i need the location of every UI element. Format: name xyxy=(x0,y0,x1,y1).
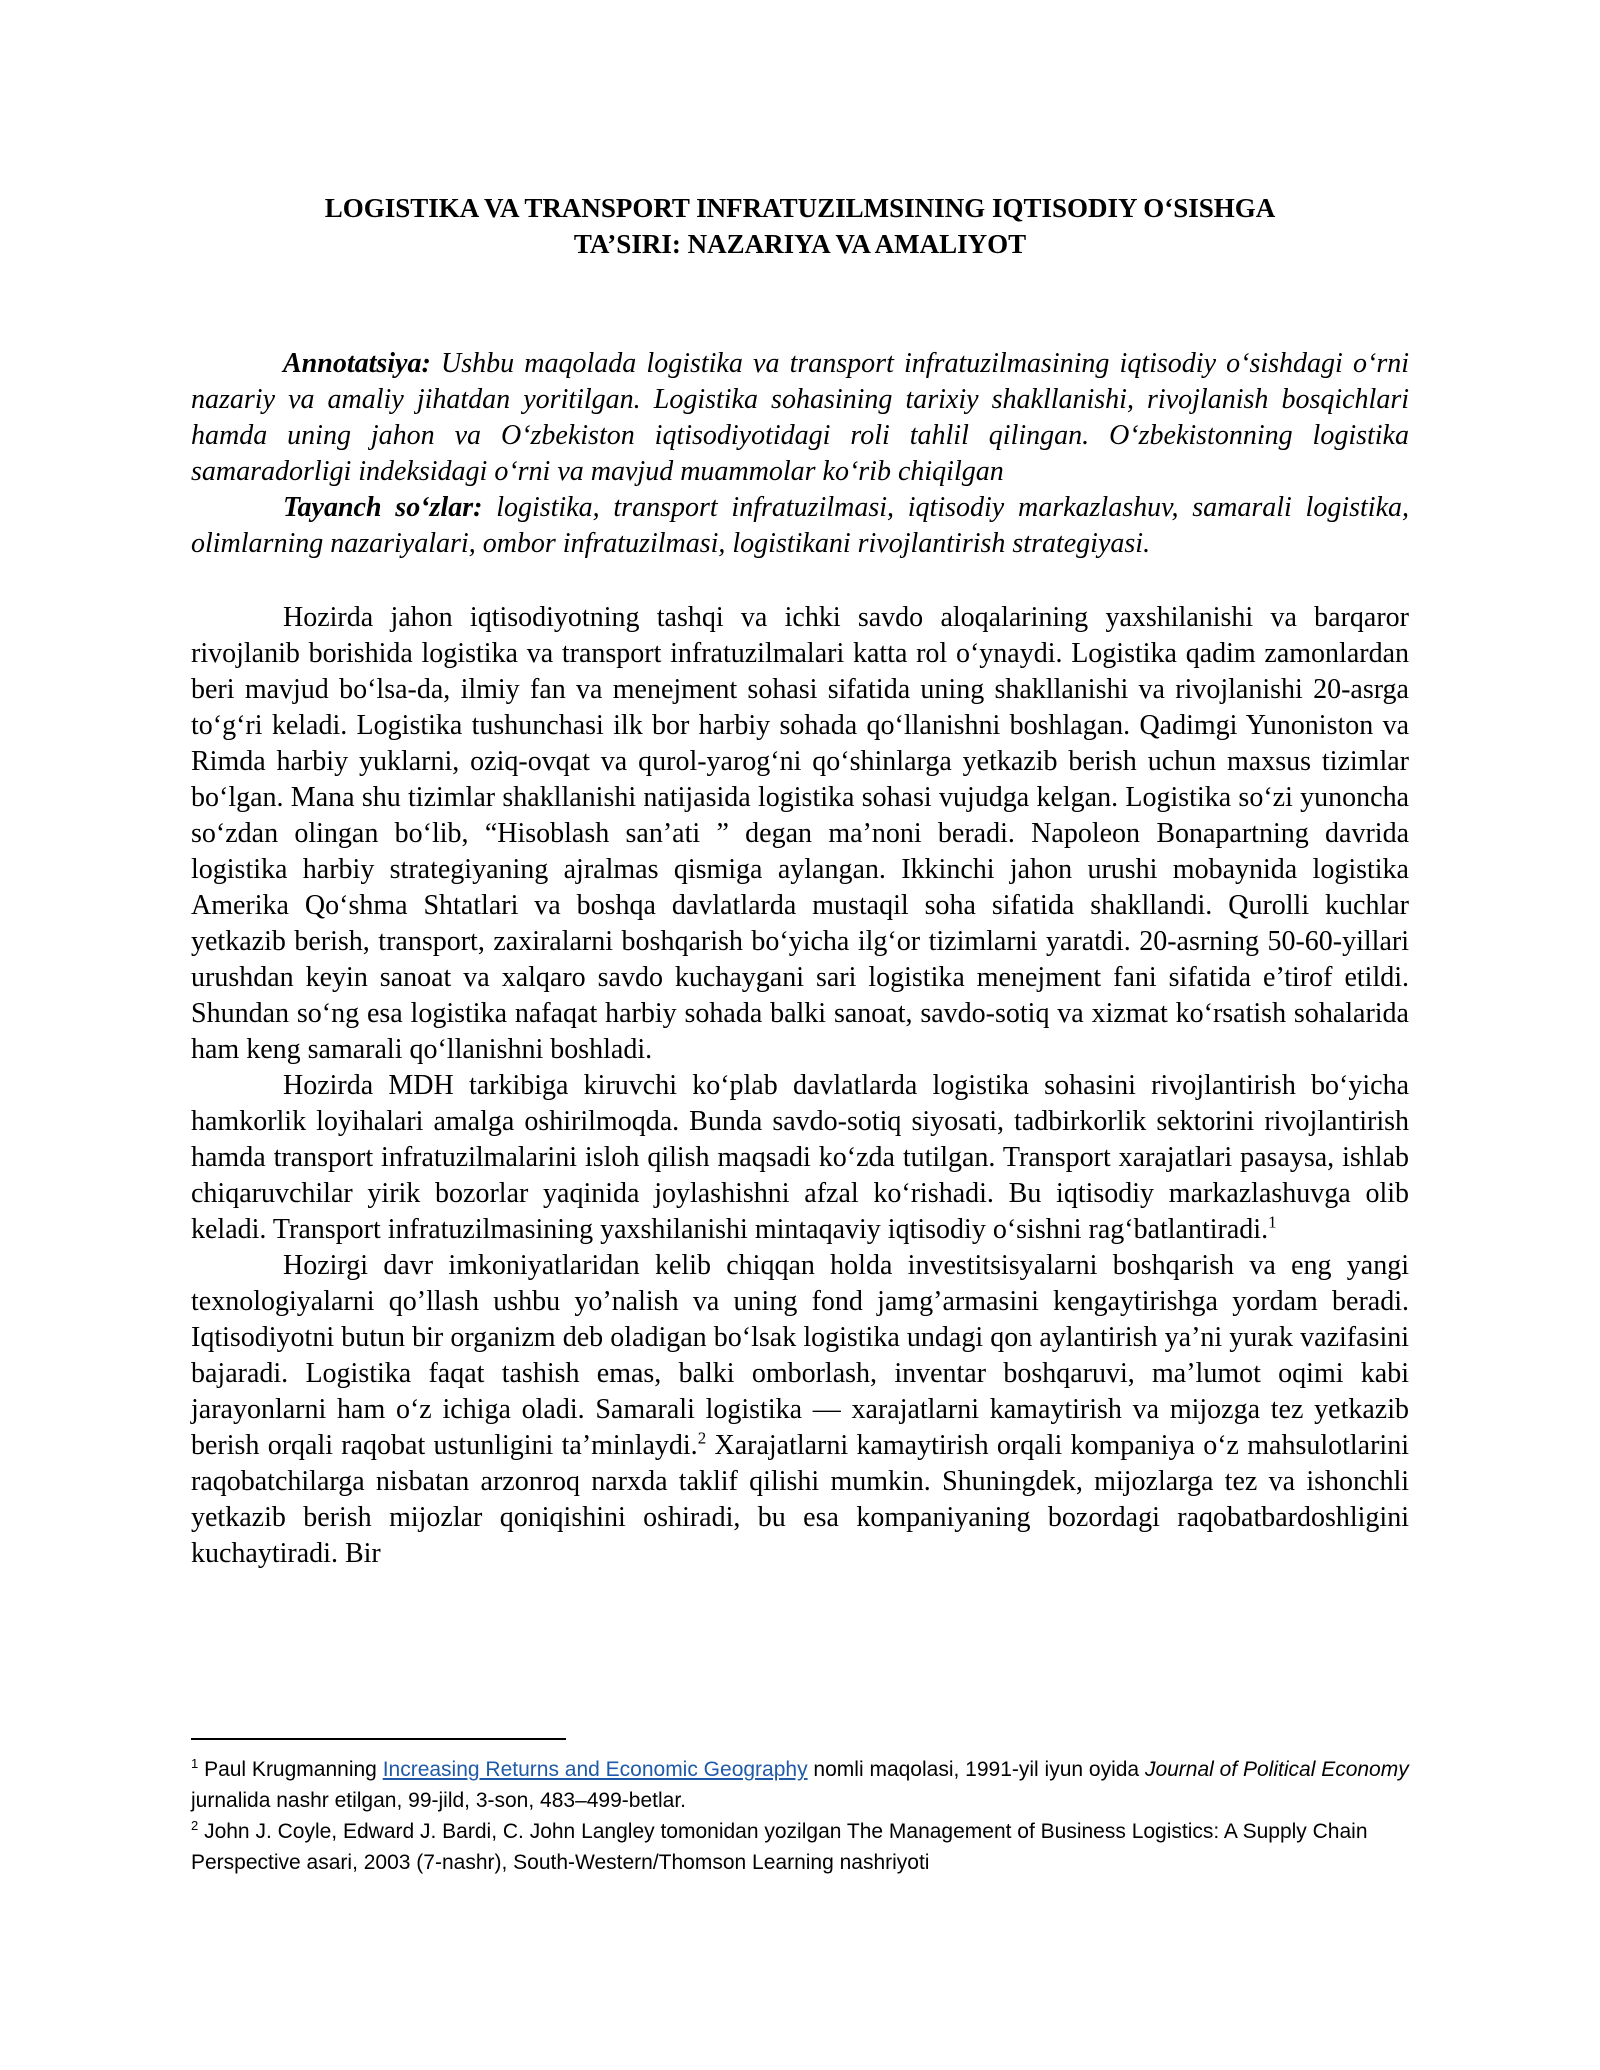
article-body xyxy=(191,190,1409,1572)
footnote-1-journal: Journal of Political Economy xyxy=(1144,1758,1409,1781)
footnote-2-text: John J. Coyle, Edward J. Bardi, C. John Langley tomonidan yozilgan The Management of Business Logistics: A Supply Chain Perspective asari, 2003 (7-nashr), South-Western/Thomson Learning nashriyoti xyxy=(191,1820,1368,1874)
paragraph-3-text-a: Hozirgi davr imkoniyatlaridan kelib chiqqan holda investitsisyalarni boshqarish va eng yangi texnologiyalarni qo’llash ushbu yo’nalish va uning fond jamg’armasini kengaytirishga yordam beradi. Iqtisodiyotni butun bir organizm deb oladigan bo‘lsak logistika undagi qon aylantirish ya’ni yurak vazifasini bajaradi. Logistika faqat tashish emas, balki omborlash, inventar boshqaruvi, ma’lumot oqimi kabi jarayonlarni ham o‘z ichiga oladi. Samarali logistika — xarajatlarni kamaytirish va mijozga tez yetkazib berish orqali raqobat ustunligini ta’minlaydi. xyxy=(191,1250,1409,1461)
footnote-ref-2[interactable]: 2 xyxy=(697,1428,707,1448)
keywords-label: Tayanch so‘zlar: xyxy=(283,492,483,523)
footnote-2-number: 2 xyxy=(191,1818,199,1833)
footnote-1-pre: Paul Krugmanning xyxy=(198,1758,383,1781)
annotation-paragraph xyxy=(191,346,1409,490)
footnote-1-link[interactable]: Increasing Returns and Economic Geography xyxy=(382,1758,808,1781)
paragraph-2-text: Hozirda MDH tarkibiga kiruvchi ko‘plab davlatlarda logistika sohasini rivojlantirish bo‘yicha hamkorlik loyihalari amalga oshirilmoqda. Bunda savdo-sotiq siyosati, tadbirkorlik sektorini rivojlantirish hamda transport infratuzilmalarini isloh qilish maqsadi ko‘zda tutilgan. Transport xarajatlari pasaysa, ishlab chiqaruvchilar yirik bozorlar yaqinida joylashishni afzal ko‘rishadi. Bu iqtisodiy markazlashuvga olib keladi. Transport infratuzilmasining yaxshilanishi mintaqaviy iqtisodiy o‘sishni rag‘batlantiradi. xyxy=(191,1070,1409,1245)
article-title xyxy=(191,190,1409,262)
footnote-separator xyxy=(191,1738,566,1740)
annotation-text: Ushbu maqolada logistika va transport infratuzilmasining iqtisodiy o‘sishdagi o‘rni nazariy va amaliy jihatdan yoritilgan. Logistika sohasining tarixiy shakllanishi, rivojlanish bosqichlari hamda uning jahon va O‘zbekiston iqtisodiyotidagi roli tahlil qilingan. O‘zbekistonning logistika samaradorligi indeksidagi o‘rni va mavjud muammolar ko‘rib chiqilgan xyxy=(191,348,1409,487)
footnote-1 xyxy=(191,1754,1409,1816)
footnote-1-post: jurnalida nashr etilgan, 99-jild, 3-son, 483–499-betlar. xyxy=(191,1789,686,1812)
main-text xyxy=(191,600,1409,1572)
title-line-2: TA’SIRI: NAZARIYA VA AMALIYOT xyxy=(573,229,1027,259)
paragraph-3 xyxy=(191,1248,1409,1572)
footnote-1-number: 1 xyxy=(191,1756,199,1771)
paragraph-2 xyxy=(191,1068,1409,1248)
footnotes-section xyxy=(191,1738,1409,1878)
footnote-1-mid: nomli maqolasi, 1991-yil iyun oyida xyxy=(807,1758,1145,1781)
footnote-2 xyxy=(191,1816,1409,1878)
annotation-label: Annotatsiya: xyxy=(283,348,431,379)
paragraph-3-text-b: Xarajatlarni kamaytirish orqali kompaniya o‘z mahsulotlarini raqobatchilarga nisbatan arzonroq narxda taklif qilishi mumkin. Shuningdek, mijozlarga tez va ishonchli yetkazib berish mijozlar qoniqishini oshiradi, bu esa kompaniyaning bozordagi raqobatbardoshligini kuchaytiradi. Bir xyxy=(191,1430,1409,1569)
paragraph-1: Hozirda jahon iqtisodiyotning tashqi va ichki savdo aloqalarining yaxshilanishi va barqaror rivojlanib borishida logistika va transport infratuzilmalari katta rol o‘ynaydi. Logistika qadim zamonlardan beri mavjud bo‘lsa-da, ilmiy fan va menejment sohasi sifatida uning shakllanishi va rivojlanishi 20-asrga to‘g‘ri keladi. Logistika tushunchasi ilk bor harbiy sohada qo‘llanishni boshlagan. Qadimgi Yunoniston va Rimda harbiy yuklarni, oziq-ovqat va qurol-yarog‘ni qo‘shinlarga yetkazib berish uchun maxsus tizimlar bo‘lgan. Mana shu tizimlar shakllanishi natijasida logistika sohasi vujudga kelgan. Logistika so‘zi yunoncha so‘zdan olingan bo‘lib, “Hisoblash san’ati ” degan ma’noni beradi. Napoleon Bonapartning davrida logistika harbiy strategiyaning ajralmas qismiga aylangan. Ikkinchi jahon urushi mobaynida logistika Amerika Qo‘shma Shtatlari va boshqa davlatlarda mustaqil soha sifatida shakllandi. Qurolli kuchlar yetkazib berish, transport, zaxiralarni boshqarish bo‘yicha ilg‘or tizimlarni yaratdi. 20-asrning 50-60-yillari urushdan keyin sanoat va xalqaro savdo kuchaygani sari logistika menejment fani sifatida e’tirof etildi. Shundan so‘ng esa logistika nafaqat harbiy sohada balki sanoat, savdo-sotiq va xizmat ko‘rsatish sohalarida ham keng samarali qo‘llanishni boshladi. xyxy=(191,602,1409,1065)
title-line-1: LOGISTIKA VA TRANSPORT INFRATUZILMSINING IQTISODIY O‘SISHGA xyxy=(324,193,1276,223)
abstract-section xyxy=(191,346,1409,562)
keywords-text: logistika, transport infratuzilmasi, iqtisodiy markazlashuv, samarali logistika, olimlarning nazariyalari, ombor infratuzilmasi, logistikani rivojlantirish strategiyasi. xyxy=(191,492,1409,559)
footnote-ref-1[interactable]: 1 xyxy=(1268,1212,1277,1232)
keywords-paragraph xyxy=(191,490,1409,562)
